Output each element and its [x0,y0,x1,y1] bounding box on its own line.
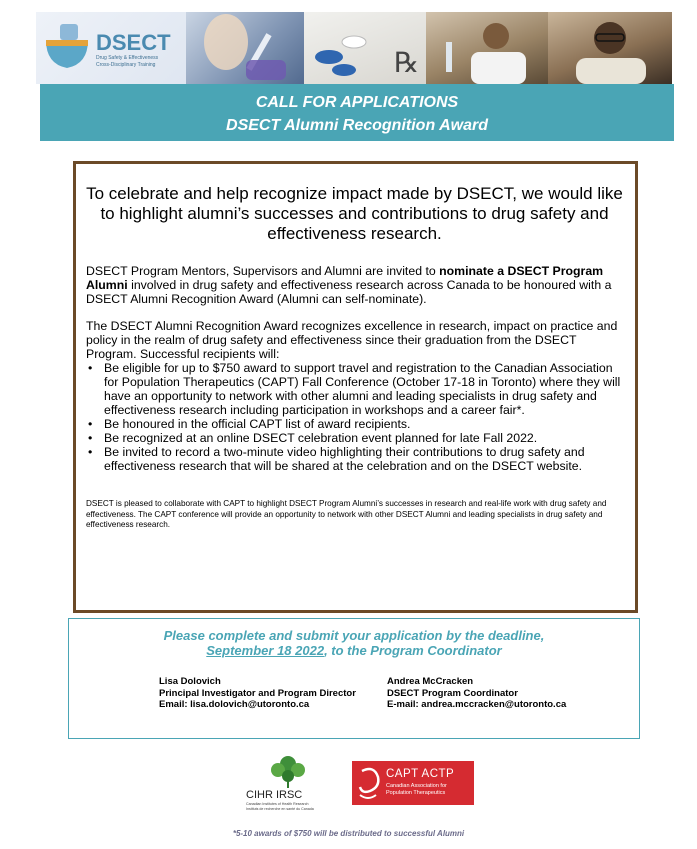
nomination-paragraph [86,264,623,306]
pills-photo [304,12,426,84]
dsect-tagline-1: Drug Safety & Effectiveness [96,55,159,61]
call-for-applications-title: CALL FOR APPLICATIONS [255,94,459,111]
student-photo [548,12,672,84]
contact-name: Lisa Dolovich [159,676,221,687]
nomination-text-pre: DSECT Program Mentors, Supervisors and Alumni are invited to [86,264,440,278]
pestle-icon [60,24,78,40]
submission-instruction: Please complete and submit your application by the deadline, [163,628,545,643]
cihr-logo [238,750,338,812]
contact-email[interactable]: Email: lisa.dolovich@utoronto.ca [159,699,310,710]
list-item: • Be eligible for up to $750 award to support travel and registration to the Canadian Association for Population Therapeutics (CAPT) Fall Conference (October 17-18 in Toronto) where they will have an opportunity to network with other alumni and leading specialists in drug safety and effectiveness research including participation in workshops and a career fair*. [86,361,623,417]
list-item: • Be invited to record a two-minute video highlighting their contributions to drug safety and effectiveness research that will be shared at the celebration and on the DSECT website. [86,445,623,473]
contact-role: Principal Investigator and Program Director [159,687,356,699]
list-item: • Be recognized at an online DSECT celebration event planned for late Fall 2022. [86,431,623,445]
benefits-list [86,361,623,473]
capt-sub-1: Canadian Association for [386,783,447,789]
contact-andrea-mccracken [387,676,566,711]
contact-name: Andrea McCracken [387,676,474,687]
cihr-sub-fr: Instituts de recherche en santé du Canada [246,807,314,811]
nomination-text-post: involved in drug safety and effectiveness research across Canada to be honoured with a DSECT Alumni Recognition Award (Alumni can self-nominate). [86,278,612,306]
mortar-rim-icon [46,40,88,46]
capt-text: CAPT ACTP [386,768,455,780]
awards-footnote: *5-10 awards of $750 will be distributed to successful Alumni [232,829,465,838]
collaboration-note: DSECT is pleased to collaborate with CAPT to highlight DSECT Program Alumni’s successes in research and real-life work with drug safety and effectiveness. The CAPT conference will provide an opportunity to network with other DSECT Alumni and leading specialists in drug safety and effectiveness research. [86,499,607,529]
intro-text: To celebrate and help recognize impact made by DSECT, we would like to highlight alumni’s successes and contributions to drug safety and effectiveness research. [86,184,623,243]
contact-lisa-dolovich [159,676,356,711]
cihr-text: CIHR IRSC [246,789,303,801]
capt-sub-2: Population Therapeutics [386,789,446,796]
submission-line-post: , to the Program Coordinator [324,643,502,658]
scientist-photo [426,12,548,84]
dsect-logo-panel [36,12,186,84]
capt-logo [352,761,474,805]
award-title: DSECT Alumni Recognition Award [226,117,488,134]
dsect-logo [36,12,186,84]
lab-photo [186,12,304,84]
deadline-date: September 18 2022 [206,643,325,658]
svg-text:℞: ℞ [394,48,420,79]
main-content-box [73,161,638,613]
award-description-paragraph: The DSECT Alumni Recognition Award recognizes excellence in research, impact on practice and policy in the realm of drug safety and effectiveness since their graduation from the DSECT Program. Successful recipients will: [86,319,618,361]
submission-deadline-line [69,643,639,658]
dsect-tagline-2: Cross-Disciplinary Training [96,62,156,68]
header-banner [36,12,672,84]
dsect-logo-text: DSECT [96,30,171,55]
nomination-text-bold: nominate a DSECT Program Alumni [86,264,604,292]
contact-email[interactable]: E-mail: andrea.mccracken@utoronto.ca [387,699,567,710]
capt-swirl-icon [352,761,386,805]
list-item: • Be honoured in the official CAPT list of award recipients. [86,417,623,431]
maple-leaf-icon [271,756,305,788]
cihr-sub-en: Canadian Institutes of Health Research [246,802,309,806]
submission-box [68,618,640,739]
capt-subtext [386,783,447,796]
banner-title-bar [40,84,674,141]
contact-role: DSECT Program Coordinator [387,687,518,699]
